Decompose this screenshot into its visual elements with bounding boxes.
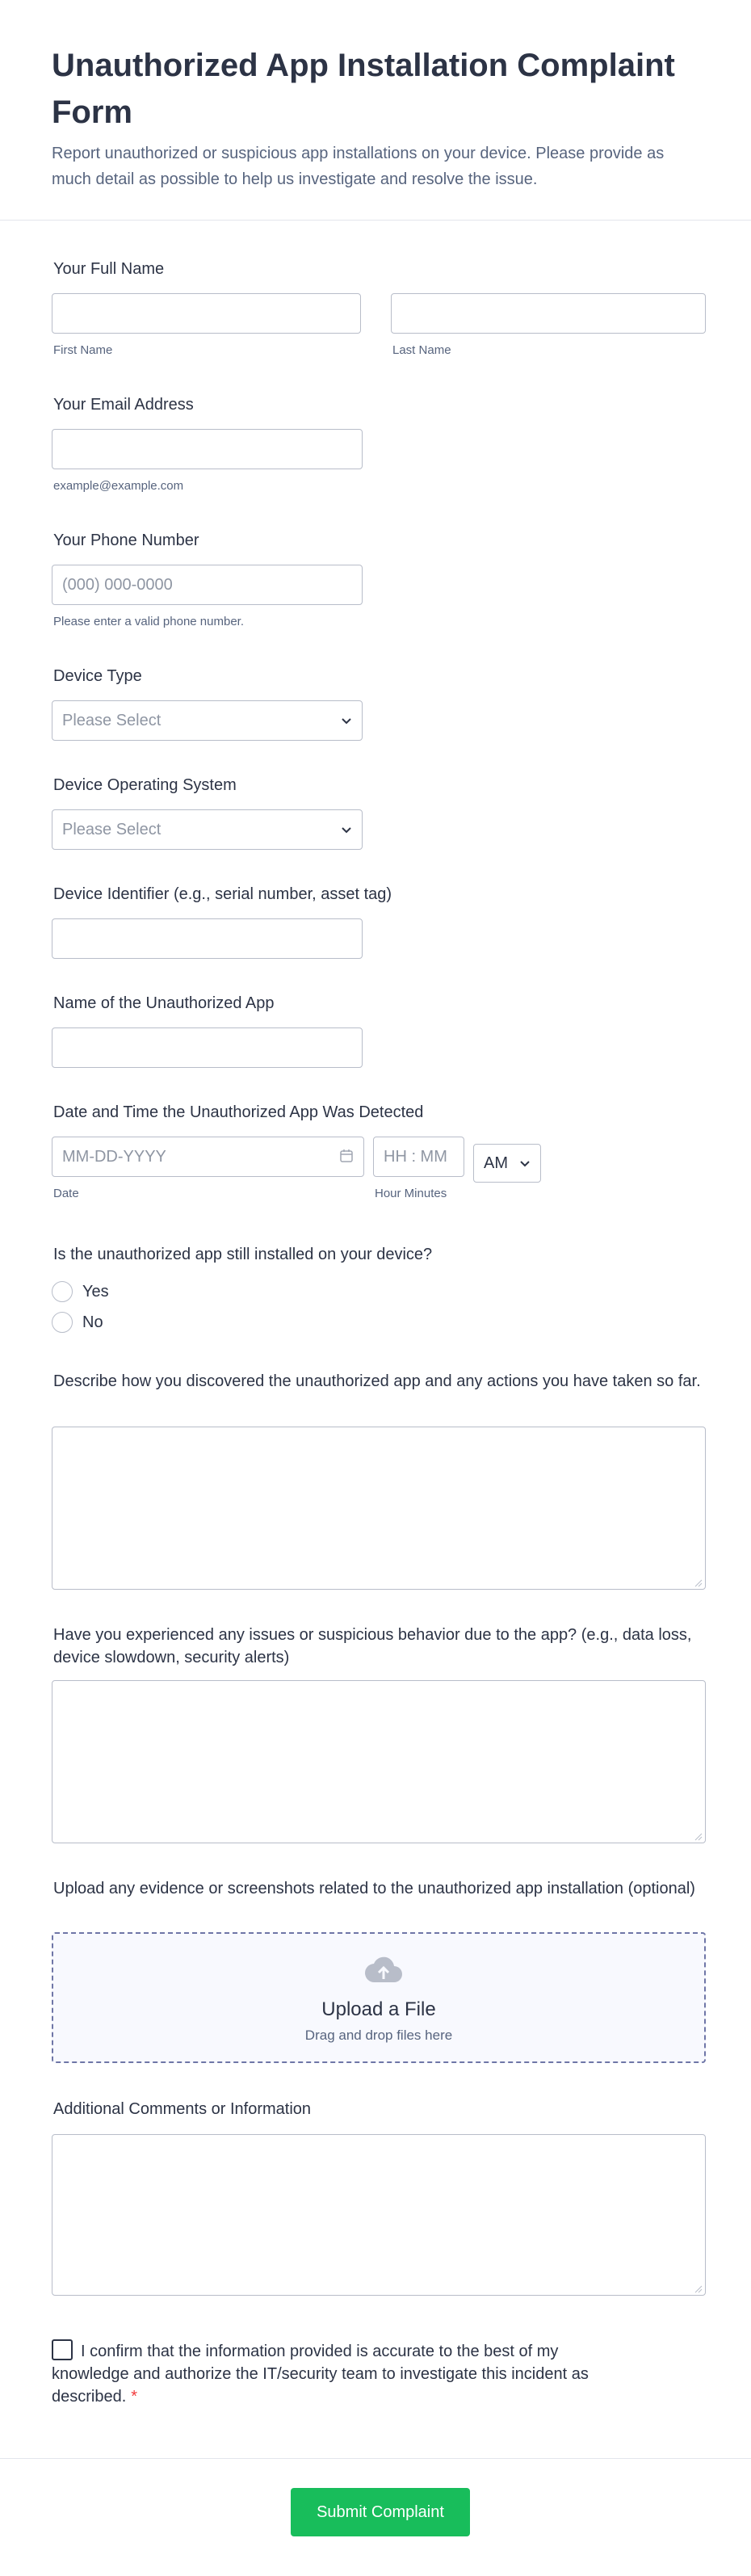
confirm-statement [52,2339,633,2408]
last-name-input[interactable] [391,293,706,334]
date-input[interactable] [52,1137,364,1177]
phone-placeholder: (000) 000-0000 [62,576,173,594]
header-divider [0,220,751,221]
device-type-selected: Please Select [62,712,162,729]
radio-label-no: No [82,1313,103,1331]
comments-label: Additional Comments or Information [53,2100,312,2118]
email-sublabel: example@example.com [53,479,184,493]
time-sublabel: Hour Minutes [375,1187,447,1200]
issues-textarea[interactable] [52,1680,706,1843]
app-name-input[interactable] [52,1027,363,1068]
file-upload-dropzone[interactable] [52,1932,706,2063]
date-placeholder: MM-DD-YYYY [62,1148,166,1166]
device-os-selected: Please Select [62,821,162,838]
comments-textarea[interactable] [52,2134,706,2296]
last-name-sublabel: Last Name [392,343,451,357]
email-input[interactable] [52,429,363,469]
upload-title: Upload a File [321,1998,436,2020]
radio-option-no[interactable] [52,1311,103,1334]
confirm-checkbox[interactable] [52,2339,73,2360]
chevron-down-icon [518,1156,532,1170]
radio-option-yes[interactable] [52,1280,109,1303]
phone-sublabel: Please enter a valid phone number. [53,615,244,628]
device-id-label: Device Identifier (e.g., serial number, asset tag) [53,885,392,903]
radio-button[interactable] [52,1281,73,1302]
first-name-sublabel: First Name [53,343,113,357]
device-type-label: Device Type [53,667,142,685]
time-input[interactable] [373,1137,464,1177]
radio-label-yes: Yes [82,1282,109,1301]
radio-button[interactable] [52,1312,73,1333]
device-id-input[interactable] [52,918,363,959]
device-type-select[interactable] [52,700,363,741]
still-installed-label: Is the unauthorized app still installed on your device? [53,1246,433,1263]
device-os-label: Device Operating System [53,776,237,794]
detected-label: Date and Time the Unauthorized App Was Detected [53,1103,424,1121]
discovery-textarea[interactable] [52,1427,706,1590]
first-name-input[interactable] [52,293,361,334]
page-title: Unauthorized App Installation Complaint Form [52,48,675,130]
required-mark: * [131,2388,138,2406]
submit-button[interactable]: Submit Complaint [291,2488,470,2536]
full-name-label: Your Full Name [53,260,165,278]
chevron-down-icon [339,822,354,837]
calendar-icon[interactable] [339,1149,354,1163]
footer-divider [0,2458,751,2459]
email-label: Your Email Address [53,396,194,414]
upload-label: Upload any evidence or screenshots related to the unauthorized app installation (optional) [53,1880,695,1897]
app-name-label: Name of the Unauthorized App [53,994,275,1012]
ampm-select[interactable] [473,1144,541,1183]
phone-label: Your Phone Number [53,532,199,549]
phone-input[interactable] [52,565,363,605]
ampm-selected: AM [484,1154,508,1172]
chevron-down-icon [339,713,354,728]
page-subtitle: Report unauthorized or suspicious app installations on your device. Please provide as much detail as possible to help us investigate and resolve the issue. [52,145,665,188]
resize-handle-icon[interactable] [693,1830,703,1840]
device-os-select[interactable] [52,809,363,850]
cloud-upload-icon [363,1955,404,1987]
resize-handle-icon[interactable] [693,1577,703,1586]
resize-handle-icon[interactable] [693,2283,703,2292]
form-header [52,42,698,192]
confirm-text: I confirm that the information provided is accurate to the best of my knowledge and authorize the IT/security team to investigate this incident as described. [52,2343,589,2406]
upload-subtitle: Drag and drop files here [304,2028,453,2043]
time-placeholder: HH : MM [384,1148,447,1166]
discovery-label: Describe how you discovered the unauthorized app and any actions you have taken so far. [53,1372,701,1390]
date-sublabel: Date [53,1187,79,1200]
issues-label: Have you experienced any issues or suspicious behavior due to the app? (e.g., data loss, device slowdown, security alerts) [53,1626,692,1666]
